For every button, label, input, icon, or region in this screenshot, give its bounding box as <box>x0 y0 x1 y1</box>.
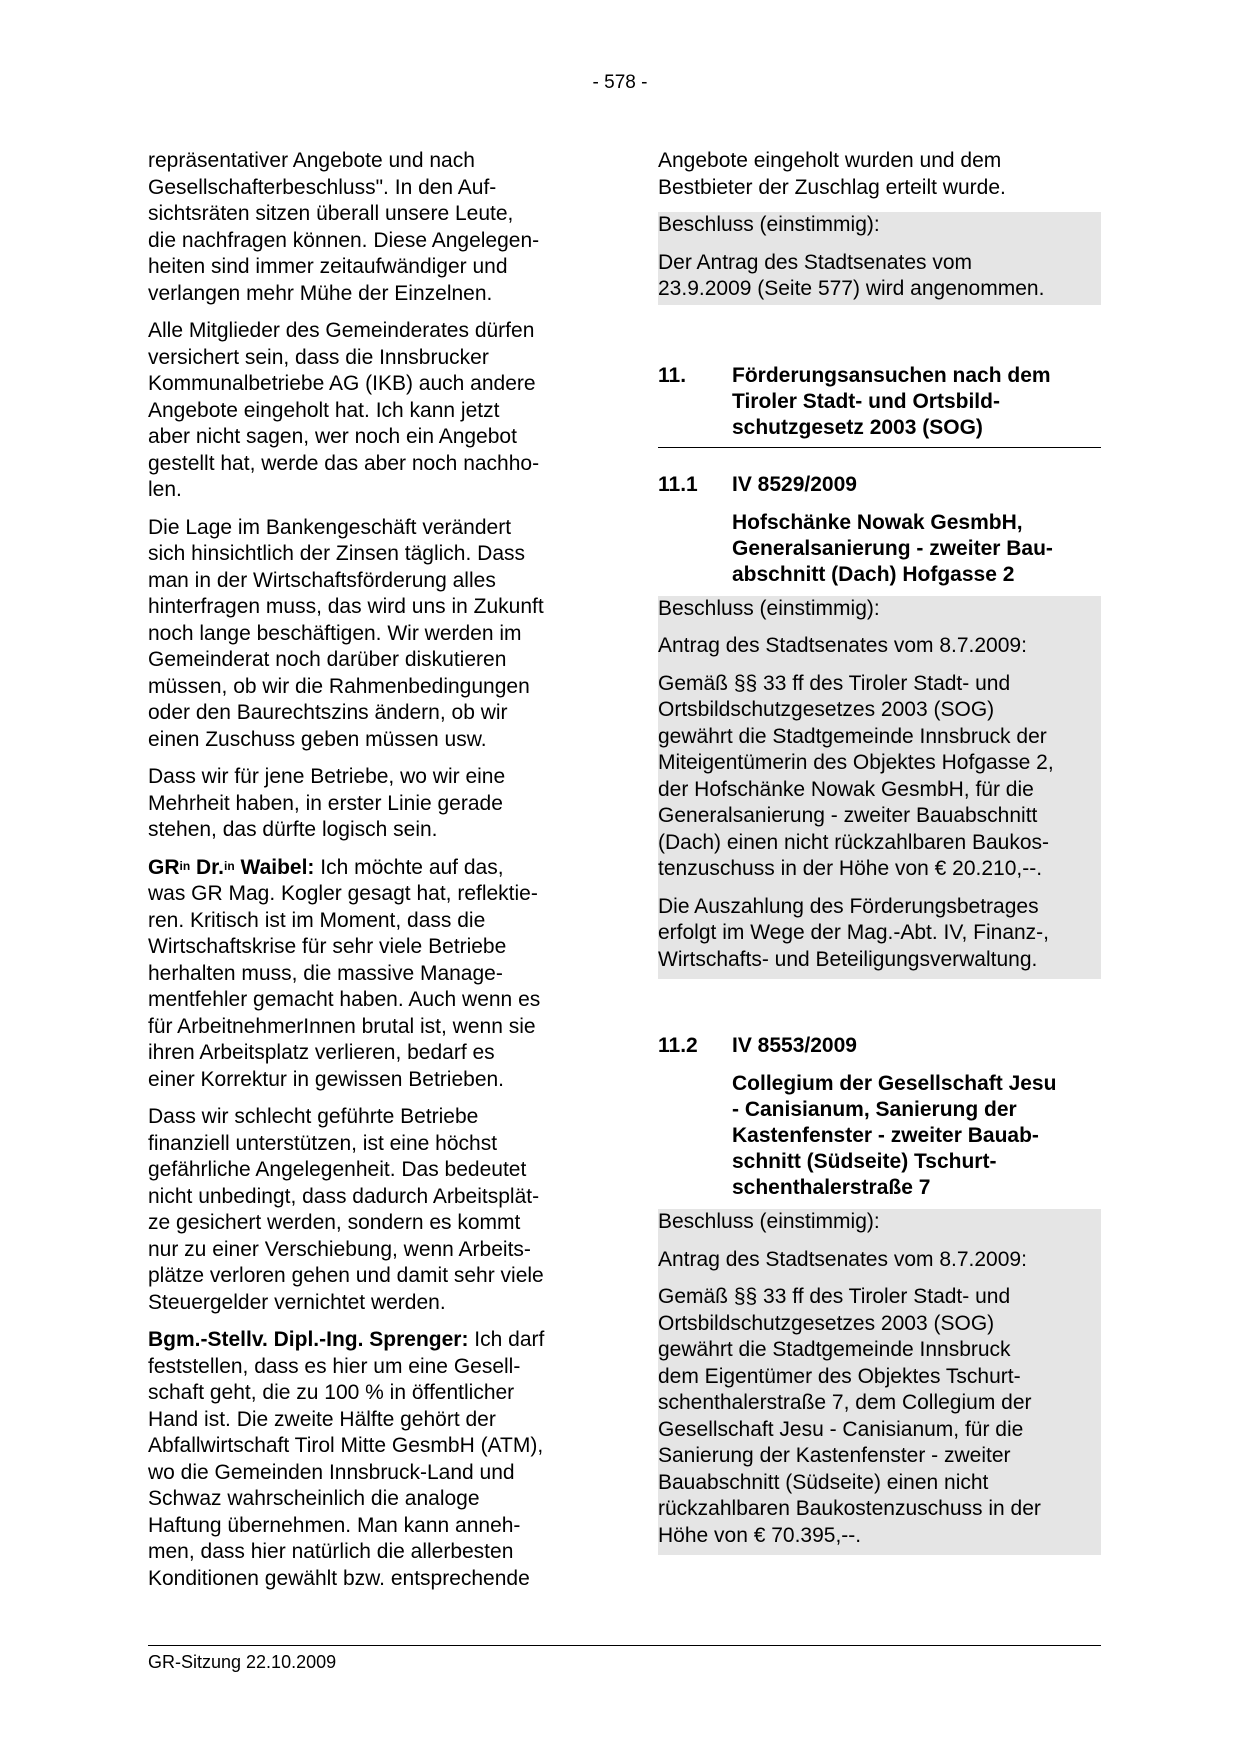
text-line: men, dass hier natürlich die allerbesten <box>148 1540 514 1563</box>
text-line: ren. Kritisch ist im Moment, dass die <box>148 908 486 932</box>
text-line: Schwaz wahrscheinlich die analoge <box>148 1487 480 1510</box>
speaker-name: Bgm.-Stellv. Dipl.-Ing. Sprenger: <box>148 1328 469 1351</box>
text-line: gewährt die Stadtgemeinde Innsbruck <box>658 1338 1011 1361</box>
text-line: schenthalerstraße 7 <box>732 1176 931 1199</box>
text-line: Miteigentümerin des Objektes Hofgasse 2, <box>658 751 1054 774</box>
footer-text: GR-Sitzung 22.10.2009 <box>148 1652 337 1672</box>
speech-body <box>148 881 590 1093</box>
subsection-title <box>732 1071 1101 1201</box>
right-column <box>658 148 1101 1555</box>
text-line: sichtsräten sitzen überall unsere Leute, <box>148 202 514 225</box>
resolution-label: Beschluss (einstimmig): <box>658 213 880 236</box>
subsection-ref: IV 8529/2009 <box>732 472 857 496</box>
resolution-block-1 <box>658 212 1101 305</box>
text-line: Abfallwirtschaft Tirol Mitte GesmbH (ATM), <box>148 1434 544 1457</box>
text-line: hinterfragen muss, das wird uns in Zukunft <box>148 595 544 618</box>
text-line: Konditionen gewählt bzw. entsprechende <box>148 1566 530 1590</box>
paragraph <box>148 515 590 754</box>
text-line: Ortsbildschutzgesetzes 2003 (SOG) <box>658 1311 995 1335</box>
text-line: Gesellschaft Jesu - Canisianum, für die <box>658 1417 1024 1441</box>
text-line: - Canisianum, Sanierung der <box>732 1098 1017 1121</box>
text-line: noch lange beschäftigen. Wir werden im <box>148 621 522 645</box>
text-line: Mehrheit haben, in erster Linie gerade <box>148 791 503 815</box>
text-line: repräsentativer Angebote und nach <box>148 149 475 172</box>
text-line: Die Lage im Bankengeschäft verändert <box>148 515 512 539</box>
text-line: Hofschänke Nowak GesmbH, <box>732 510 1023 534</box>
text-line: 23.9.2009 (Seite 577) wird angenommen. <box>658 277 1045 300</box>
speech-waibel <box>148 855 590 1094</box>
section-number: 11. <box>658 363 687 387</box>
subsection-ref: IV 8553/2009 <box>732 1034 857 1057</box>
text-line: gewährt die Stadtgemeinde Innsbruck der <box>658 724 1047 748</box>
subsection-number: 11.2 <box>658 1034 698 1057</box>
text-line: Steuergelder vernichtet werden. <box>148 1290 446 1314</box>
text-line: aber nicht sagen, wer noch ein Angebot <box>148 425 517 448</box>
text-line: Bauabschnitt (Südseite) einen nicht <box>658 1470 989 1494</box>
paragraph <box>148 1104 590 1316</box>
text-line: man in der Wirtschaftsförderung alles <box>148 568 496 592</box>
text-line: erfolgt im Wege der Mag.-Abt. IV, Finanz-, <box>658 921 1050 944</box>
text-line: dem Eigentümer des Objektes Tschurt- <box>658 1364 1021 1388</box>
text-line: Tiroler Stadt- und Ortsbild- <box>732 389 1000 413</box>
text-line: rückzahlbaren Baukostenzuschuss in der <box>658 1497 1041 1520</box>
text-line: (Dach) einen nicht rückzahlbaren Baukos- <box>658 830 1050 854</box>
text-line: abschnitt (Dach) Hofgasse 2 <box>732 562 1015 586</box>
page-number: - 578 - <box>592 72 648 93</box>
text-line: schaft geht, die zu 100 % in öffentlicher <box>148 1381 515 1404</box>
text-line: nur zu einer Verschiebung, wenn Arbeits- <box>148 1237 531 1261</box>
text-line: Collegium der Gesellschaft Jesu <box>732 1072 1057 1095</box>
resolution-block-2 <box>658 596 1101 980</box>
text-line: Gemäß §§ 33 ff des Tiroler Stadt- und <box>658 671 1011 695</box>
subsection-heading <box>658 472 1101 498</box>
text-line: einer Korrektur in gewissen Betrieben. <box>148 1067 505 1091</box>
text-line: Gemeinderat noch darüber diskutieren <box>148 648 507 671</box>
text-line: Gesellschafterbeschluss". In den Auf- <box>148 175 497 199</box>
text-line: Kommunalbetriebe AG (IKB) auch andere <box>148 372 536 395</box>
text-line: Bestbieter der Zuschlag erteilt wurde. <box>658 175 1006 199</box>
subsection-number: 11.1 <box>658 472 698 496</box>
text-line: tenzuschuss in der Höhe von € 20.210,--. <box>658 857 1043 880</box>
motion-text <box>658 671 1101 883</box>
text-line: ihren Arbeitsplatz verlieren, bedarf es <box>148 1041 495 1064</box>
text-line: Haftung übernehmen. Man kann anneh- <box>148 1513 521 1537</box>
left-column <box>148 148 590 1603</box>
text-line: Die Auszahlung des Förderungsbetrages <box>658 894 1039 918</box>
speech-sprenger <box>148 1327 590 1592</box>
text-line: Generalsanierung - zweiter Bau- <box>732 536 1053 560</box>
text-line: müssen, ob wir die Rahmenbedingungen <box>148 674 530 698</box>
text-line: wo die Gemeinden Innsbruck-Land und <box>148 1460 515 1484</box>
text-line: gefährliche Angelegenheit. Das bedeutet <box>148 1158 527 1181</box>
text-line: gestellt hat, werde das aber noch nachho- <box>148 451 540 475</box>
text-line: sich hinsichtlich der Zinsen täglich. Dass <box>148 542 525 565</box>
text-line: Förderungsansuchen nach dem <box>732 363 1051 387</box>
paragraph <box>148 318 590 504</box>
text-line: finanziell unterstützen, ist eine höchst <box>148 1131 498 1155</box>
text-line: stehen, das dürfte logisch sein. <box>148 818 438 841</box>
text-line: verlangen mehr Mühe der Einzelnen. <box>148 281 493 305</box>
text-line: oder den Baurechtszins ändern, ob wir <box>148 701 508 724</box>
speech-first-line: Bgm.-Stellv. Dipl.-Ing. Sprenger: Ich darf <box>148 1328 545 1351</box>
text-line: mentfehler gemacht haben. Auch wenn es <box>148 988 541 1011</box>
section-title <box>732 363 1051 441</box>
footer-divider <box>148 1645 1101 1646</box>
speaker-name: $GR^{in}$ Dr.$^{in}$ Waibel: <box>148 855 315 879</box>
text-line: Der Antrag des Stadtsenates vom <box>658 250 973 274</box>
text-line: Angebote eingeholt wurden und dem <box>658 149 1002 172</box>
text-line: schnitt (Südseite) Tschurt- <box>732 1150 997 1173</box>
text-line: Kastenfenster - zweiter Bauab- <box>732 1124 1039 1147</box>
text-line: einen Zuschuss geben müssen usw. <box>148 727 487 751</box>
text-line: der Hofschänke Nowak GesmbH, für die <box>658 777 1034 801</box>
text-line: heiten sind immer zeitaufwändiger und <box>148 255 508 278</box>
text-line: die nachfragen können. Diese Angelegen- <box>148 228 540 252</box>
text-line: ze gesichert werden, sondern es kommt <box>148 1211 521 1234</box>
motion-label: Antrag des Stadtsenates vom 8.7.2009: <box>658 634 1027 657</box>
text-line: feststellen, dass es hier um eine Gesell- <box>148 1354 521 1378</box>
text-line: len. <box>148 478 182 501</box>
text-line: versichert sein, dass die Innsbrucker <box>148 345 489 369</box>
text-line: plätze verloren gehen und damit sehr viele <box>148 1264 544 1287</box>
text-line: für ArbeitnehmerInnen brutal ist, wenn sie <box>148 1014 536 1038</box>
text-line: nicht unbedingt, dass dadurch Arbeitsplät- <box>148 1184 540 1208</box>
text-line: was GR Mag. Kogler gesagt hat, reflektie- <box>148 882 538 905</box>
text-line: schenthalerstraße 7, dem Collegium der <box>658 1391 1032 1414</box>
text-line: Alle Mitglieder des Gemeinderates dürfen <box>148 319 535 342</box>
text-line: Angebote eingeholt hat. Ich kann jetzt <box>148 398 500 422</box>
text-line: schutzgesetz 2003 (SOG) <box>732 415 983 439</box>
text-line: Dass wir schlecht geführte Betriebe <box>148 1105 479 1128</box>
text-line: Hand ist. Die zweite Hälfte gehört der <box>148 1407 496 1431</box>
text-line: Generalsanierung - zweiter Bauabschnitt <box>658 804 1038 827</box>
text-line: Sanierung der Kastenfenster - zweiter <box>658 1444 1011 1467</box>
paragraph <box>148 764 590 844</box>
text-line: Höhe von € 70.395,--. <box>658 1523 862 1547</box>
text-line: Dass wir für jene Betriebe, wo wir eine <box>148 765 506 788</box>
speech-body <box>148 1354 590 1593</box>
text-line: Wirtschaftskrise für sehr viele Betriebe <box>148 935 507 958</box>
text-line: herhalten muss, die massive Manage- <box>148 961 503 985</box>
resolution-label: Beschluss (einstimmig): <box>658 596 880 620</box>
paragraph <box>148 148 590 307</box>
resolution-label: Beschluss (einstimmig): <box>658 1210 880 1233</box>
section-heading <box>658 363 1101 441</box>
payment-text <box>658 894 1101 974</box>
speech-first-line: $GR^{in}$ Dr.$^{in}$ Waibel: Ich möchte auf das, <box>148 855 504 879</box>
motion-label: Antrag des Stadtsenates vom 8.7.2009: <box>658 1247 1027 1271</box>
text-line: Wirtschafts- und Beteiligungsverwaltung. <box>658 947 1038 971</box>
text-line: Ortsbildschutzgesetzes 2003 (SOG) <box>658 698 995 721</box>
subsection-heading <box>658 1033 1101 1059</box>
paragraph <box>658 148 1101 201</box>
text-line: Gemäß §§ 33 ff des Tiroler Stadt- und <box>658 1285 1011 1308</box>
resolution-text <box>658 250 1101 305</box>
resolution-block-3 <box>658 1209 1101 1555</box>
motion-text <box>658 1284 1101 1549</box>
subsection-title <box>732 510 1101 588</box>
